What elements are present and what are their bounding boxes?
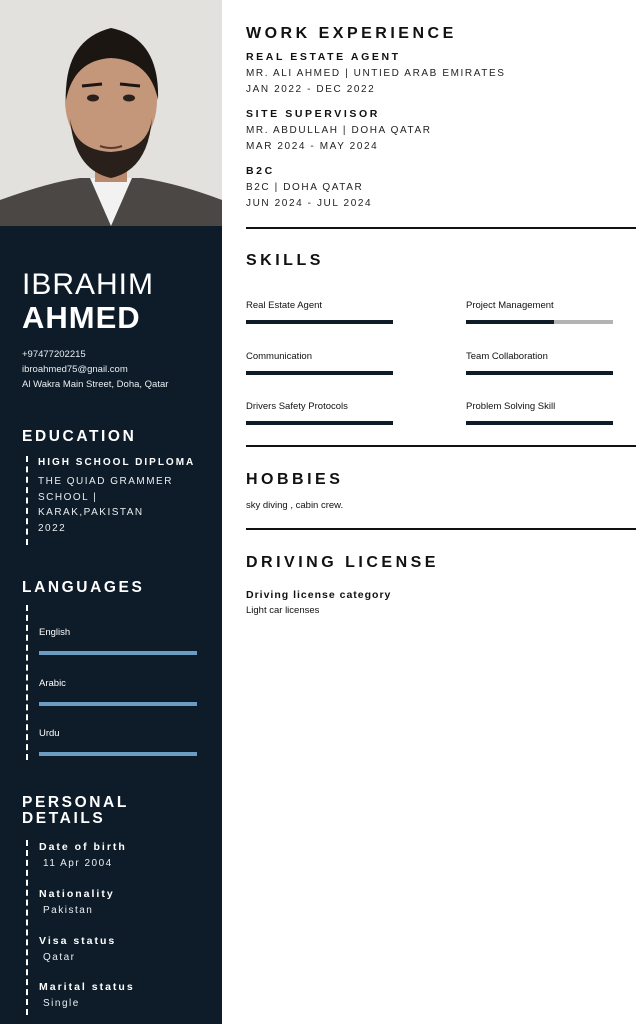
personal-detail-value: Qatar	[43, 952, 76, 963]
skill-item	[246, 351, 393, 363]
skill-bar-track	[246, 421, 393, 425]
job-details	[246, 123, 626, 154]
job-employer: MR. ABDULLAH | DOHA QATAR	[246, 125, 432, 136]
language-level-bar	[39, 702, 197, 706]
last-name: AHMED	[22, 300, 141, 335]
skill-item	[246, 401, 393, 413]
skill-item	[466, 300, 613, 312]
work-entry	[246, 108, 626, 154]
skill-label: Communication	[246, 351, 312, 362]
personal-detail-item	[39, 888, 115, 917]
language-label: Arabic	[39, 678, 66, 689]
skill-bar-track	[466, 421, 613, 425]
job-title: B2C	[246, 165, 275, 177]
job-title: REAL ESTATE AGENT	[246, 51, 401, 63]
education-details	[38, 474, 211, 536]
skill-item	[466, 401, 613, 413]
skill-bar-track	[466, 320, 613, 324]
home-address: Al Wakra Main Street, Doha, Qatar	[22, 379, 169, 390]
hobbies-heading: HOBBIES	[246, 471, 344, 488]
phone-number: +97477202215	[22, 349, 86, 360]
skill-label: Drivers Safety Protocols	[246, 401, 348, 412]
skill-label: Project Management	[466, 300, 554, 311]
work-entry	[246, 165, 626, 211]
skill-bar-fill	[466, 421, 613, 425]
personal-detail-item	[39, 981, 135, 1010]
section-divider	[246, 445, 636, 447]
personal-details-list	[26, 840, 211, 1015]
personal-detail-key: Nationality	[39, 888, 115, 900]
job-title: SITE SUPERVISOR	[246, 108, 380, 120]
driving-license-category-label: Driving license category	[246, 589, 392, 601]
first-name: IBRAHIM	[22, 268, 155, 301]
education-heading: EDUCATION	[22, 428, 137, 445]
job-dates: JAN 2022 - DEC 2022	[246, 83, 376, 95]
driving-license-category-value: Light car licenses	[246, 605, 320, 616]
personal-detail-key: Date of birth	[39, 841, 127, 853]
skill-bar-track	[466, 371, 613, 375]
personal-detail-item	[39, 935, 116, 964]
language-item	[39, 728, 197, 740]
education-school-line1: THE QUIAD GRAMMER	[38, 476, 173, 487]
hobbies-text: sky diving , cabin crew.	[246, 500, 344, 511]
skill-label: Problem Solving Skill	[466, 401, 556, 412]
skill-bar-fill	[246, 371, 393, 375]
education-entry	[26, 456, 211, 545]
education-year: 2022	[38, 522, 67, 534]
sidebar	[0, 0, 222, 1024]
education-school-line2: SCHOOL |	[38, 491, 98, 503]
profile-photo	[0, 0, 222, 226]
language-item	[39, 678, 197, 690]
personal-details-heading	[22, 795, 129, 827]
personal-heading-line2: DETAILS	[22, 810, 106, 827]
skill-bar-fill	[246, 421, 393, 425]
section-divider	[246, 227, 636, 229]
work-experience-heading: WORK EXPERIENCE	[246, 25, 457, 42]
job-dates: MAR 2024 - MAY 2024	[246, 140, 379, 152]
portrait-image	[0, 0, 222, 226]
driving-license-heading: DRIVING LICENSE	[246, 554, 439, 571]
languages-list	[26, 605, 211, 760]
contact-info	[22, 347, 168, 392]
languages-heading: LANGUAGES	[22, 579, 145, 596]
language-label: English	[39, 627, 71, 638]
personal-detail-value: Pakistan	[43, 905, 94, 916]
personal-detail-value: Single	[43, 998, 80, 1009]
personal-detail-key: Visa status	[39, 935, 117, 947]
language-item	[39, 627, 197, 639]
education-degree: HIGH SCHOOL DIPLOMA	[38, 457, 196, 468]
personal-heading-line1: PERSONAL	[22, 794, 129, 811]
section-divider	[246, 528, 636, 530]
personal-detail-value: 11 Apr 2004	[43, 858, 113, 869]
skill-bar-fill	[466, 320, 554, 324]
skill-label: Team Collaboration	[466, 351, 548, 362]
job-employer: MR. ALI AHMED | UNTIED ARAB EMIRATES	[246, 68, 506, 79]
job-details	[246, 180, 626, 211]
skill-bar-fill	[246, 320, 393, 324]
skill-item	[466, 351, 613, 363]
language-label: Urdu	[39, 728, 60, 739]
email-address: ibroahmed75@gnail.com	[22, 364, 128, 375]
candidate-name	[22, 268, 154, 334]
skill-bar-track	[246, 320, 393, 324]
education-school-line3: KARAK,PAKISTAN	[38, 507, 144, 518]
language-level-bar	[39, 752, 197, 756]
skill-label: Real Estate Agent	[246, 300, 323, 311]
job-details	[246, 66, 626, 97]
skill-bar-track	[246, 371, 393, 375]
work-entry	[246, 51, 626, 97]
skills-heading: SKILLS	[246, 252, 324, 269]
skill-item	[246, 300, 393, 312]
job-dates: JUN 2024 - JUL 2024	[246, 197, 373, 209]
job-employer: B2C | DOHA QATAR	[246, 182, 364, 193]
personal-detail-key: Marital status	[39, 981, 135, 993]
personal-detail-item	[39, 841, 127, 870]
language-level-bar	[39, 651, 197, 655]
skill-bar-fill	[466, 371, 613, 375]
